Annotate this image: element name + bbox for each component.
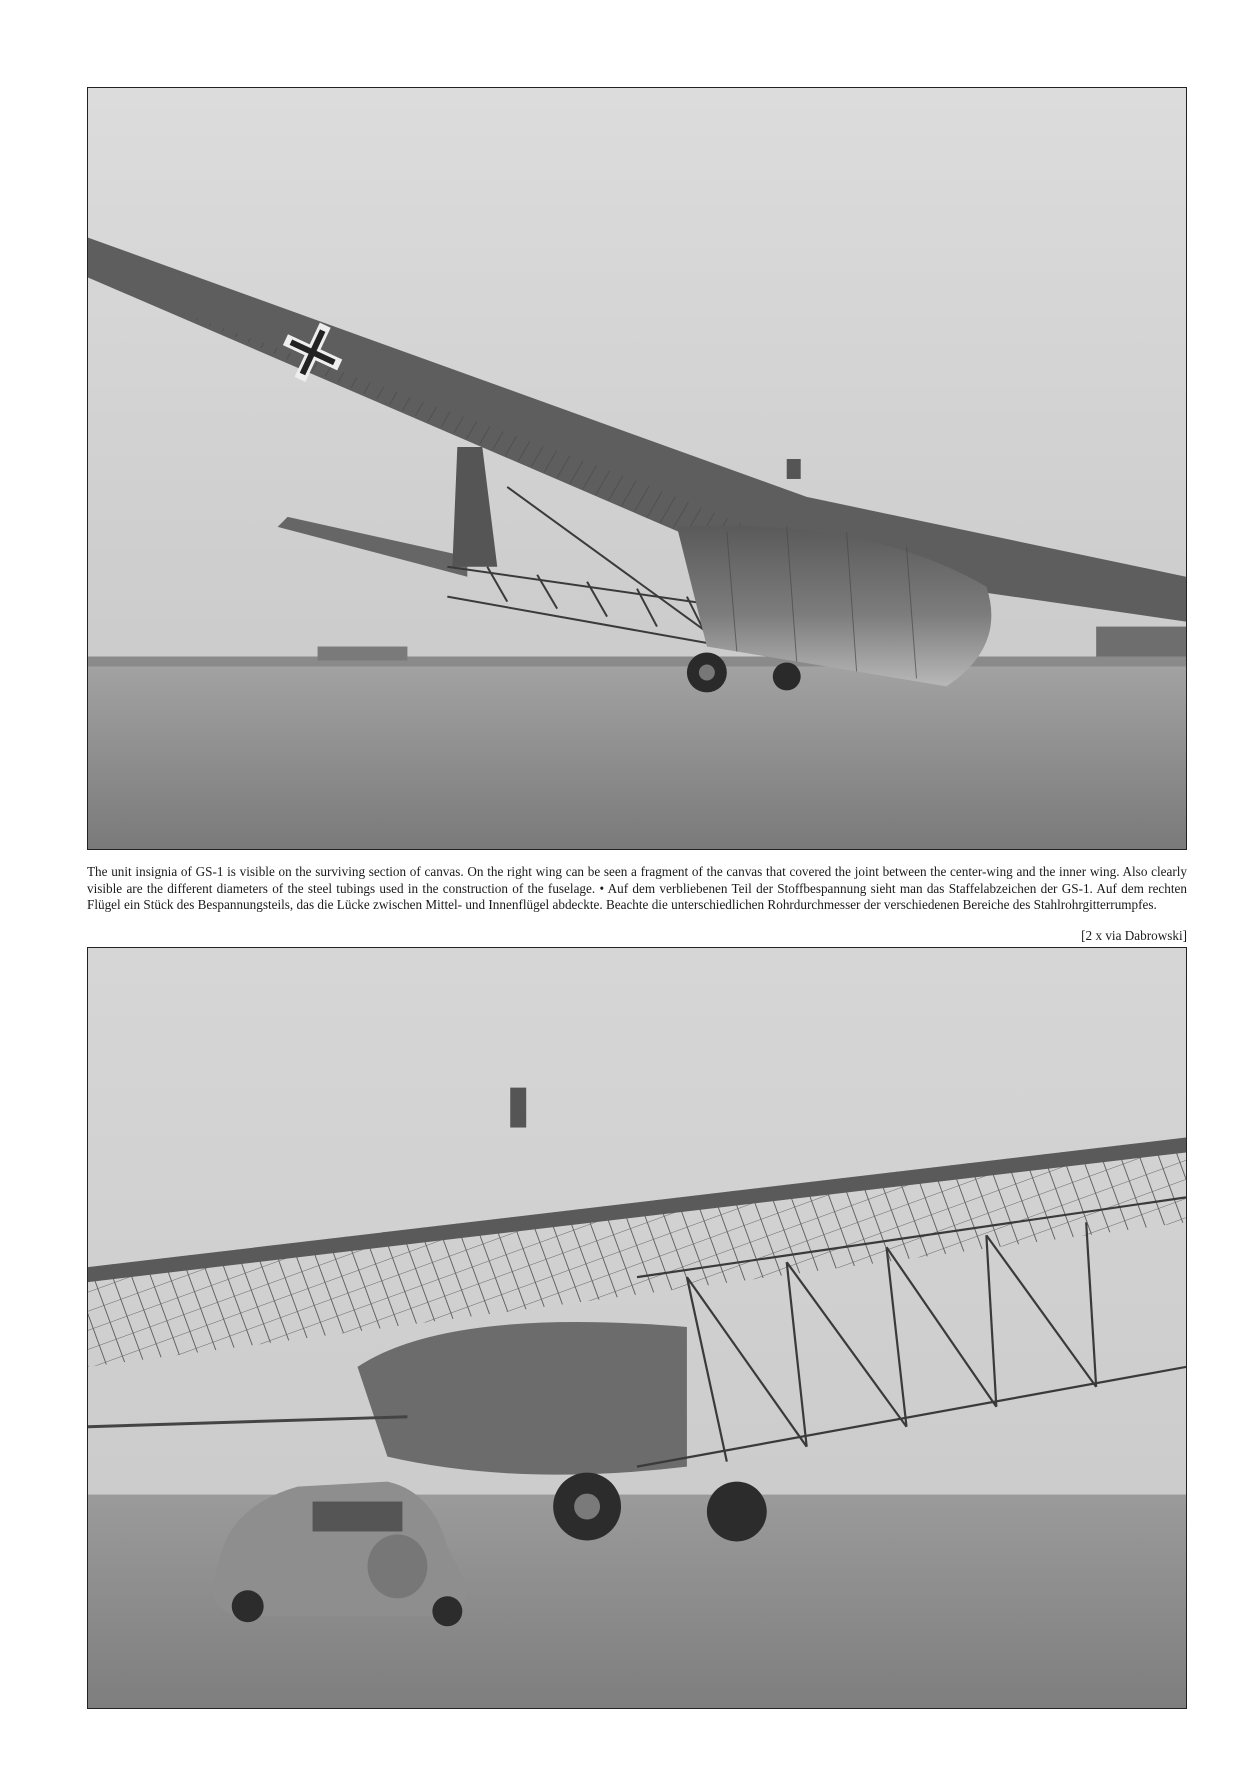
photo-glider-top-image [88, 88, 1186, 849]
photo-glider-top [87, 87, 1187, 850]
photo-glider-bottom-image [88, 948, 1186, 1708]
photo-credit: [2 x via Dabrowski] [1081, 928, 1187, 943]
caption-text: The unit insignia of GS-1 is visible on the surviving section of canvas. On the right wing can be seen a fragment of the canvas that covered the joint between the center-wing and the inner wing. Also clearly visible are the different diameters of the steel tubings used in the construction of the fuselage. • Auf dem verbliebenen Teil der Stoffbespannung sieht man das Staffelabzeichen der GS-1. Auf dem rechten Flügel ein Stück des Bespannungsteils, das die Lücke zwischen Mittel- und Innenflügel abdeckte. Beachte die unterschiedlichen Rohrdurchmesser der verschiedenen Bereiche des Stahlrohrgitterrumpfes. [87, 864, 1187, 912]
photo-caption [87, 864, 1187, 914]
photo-glider-bottom [87, 947, 1187, 1709]
